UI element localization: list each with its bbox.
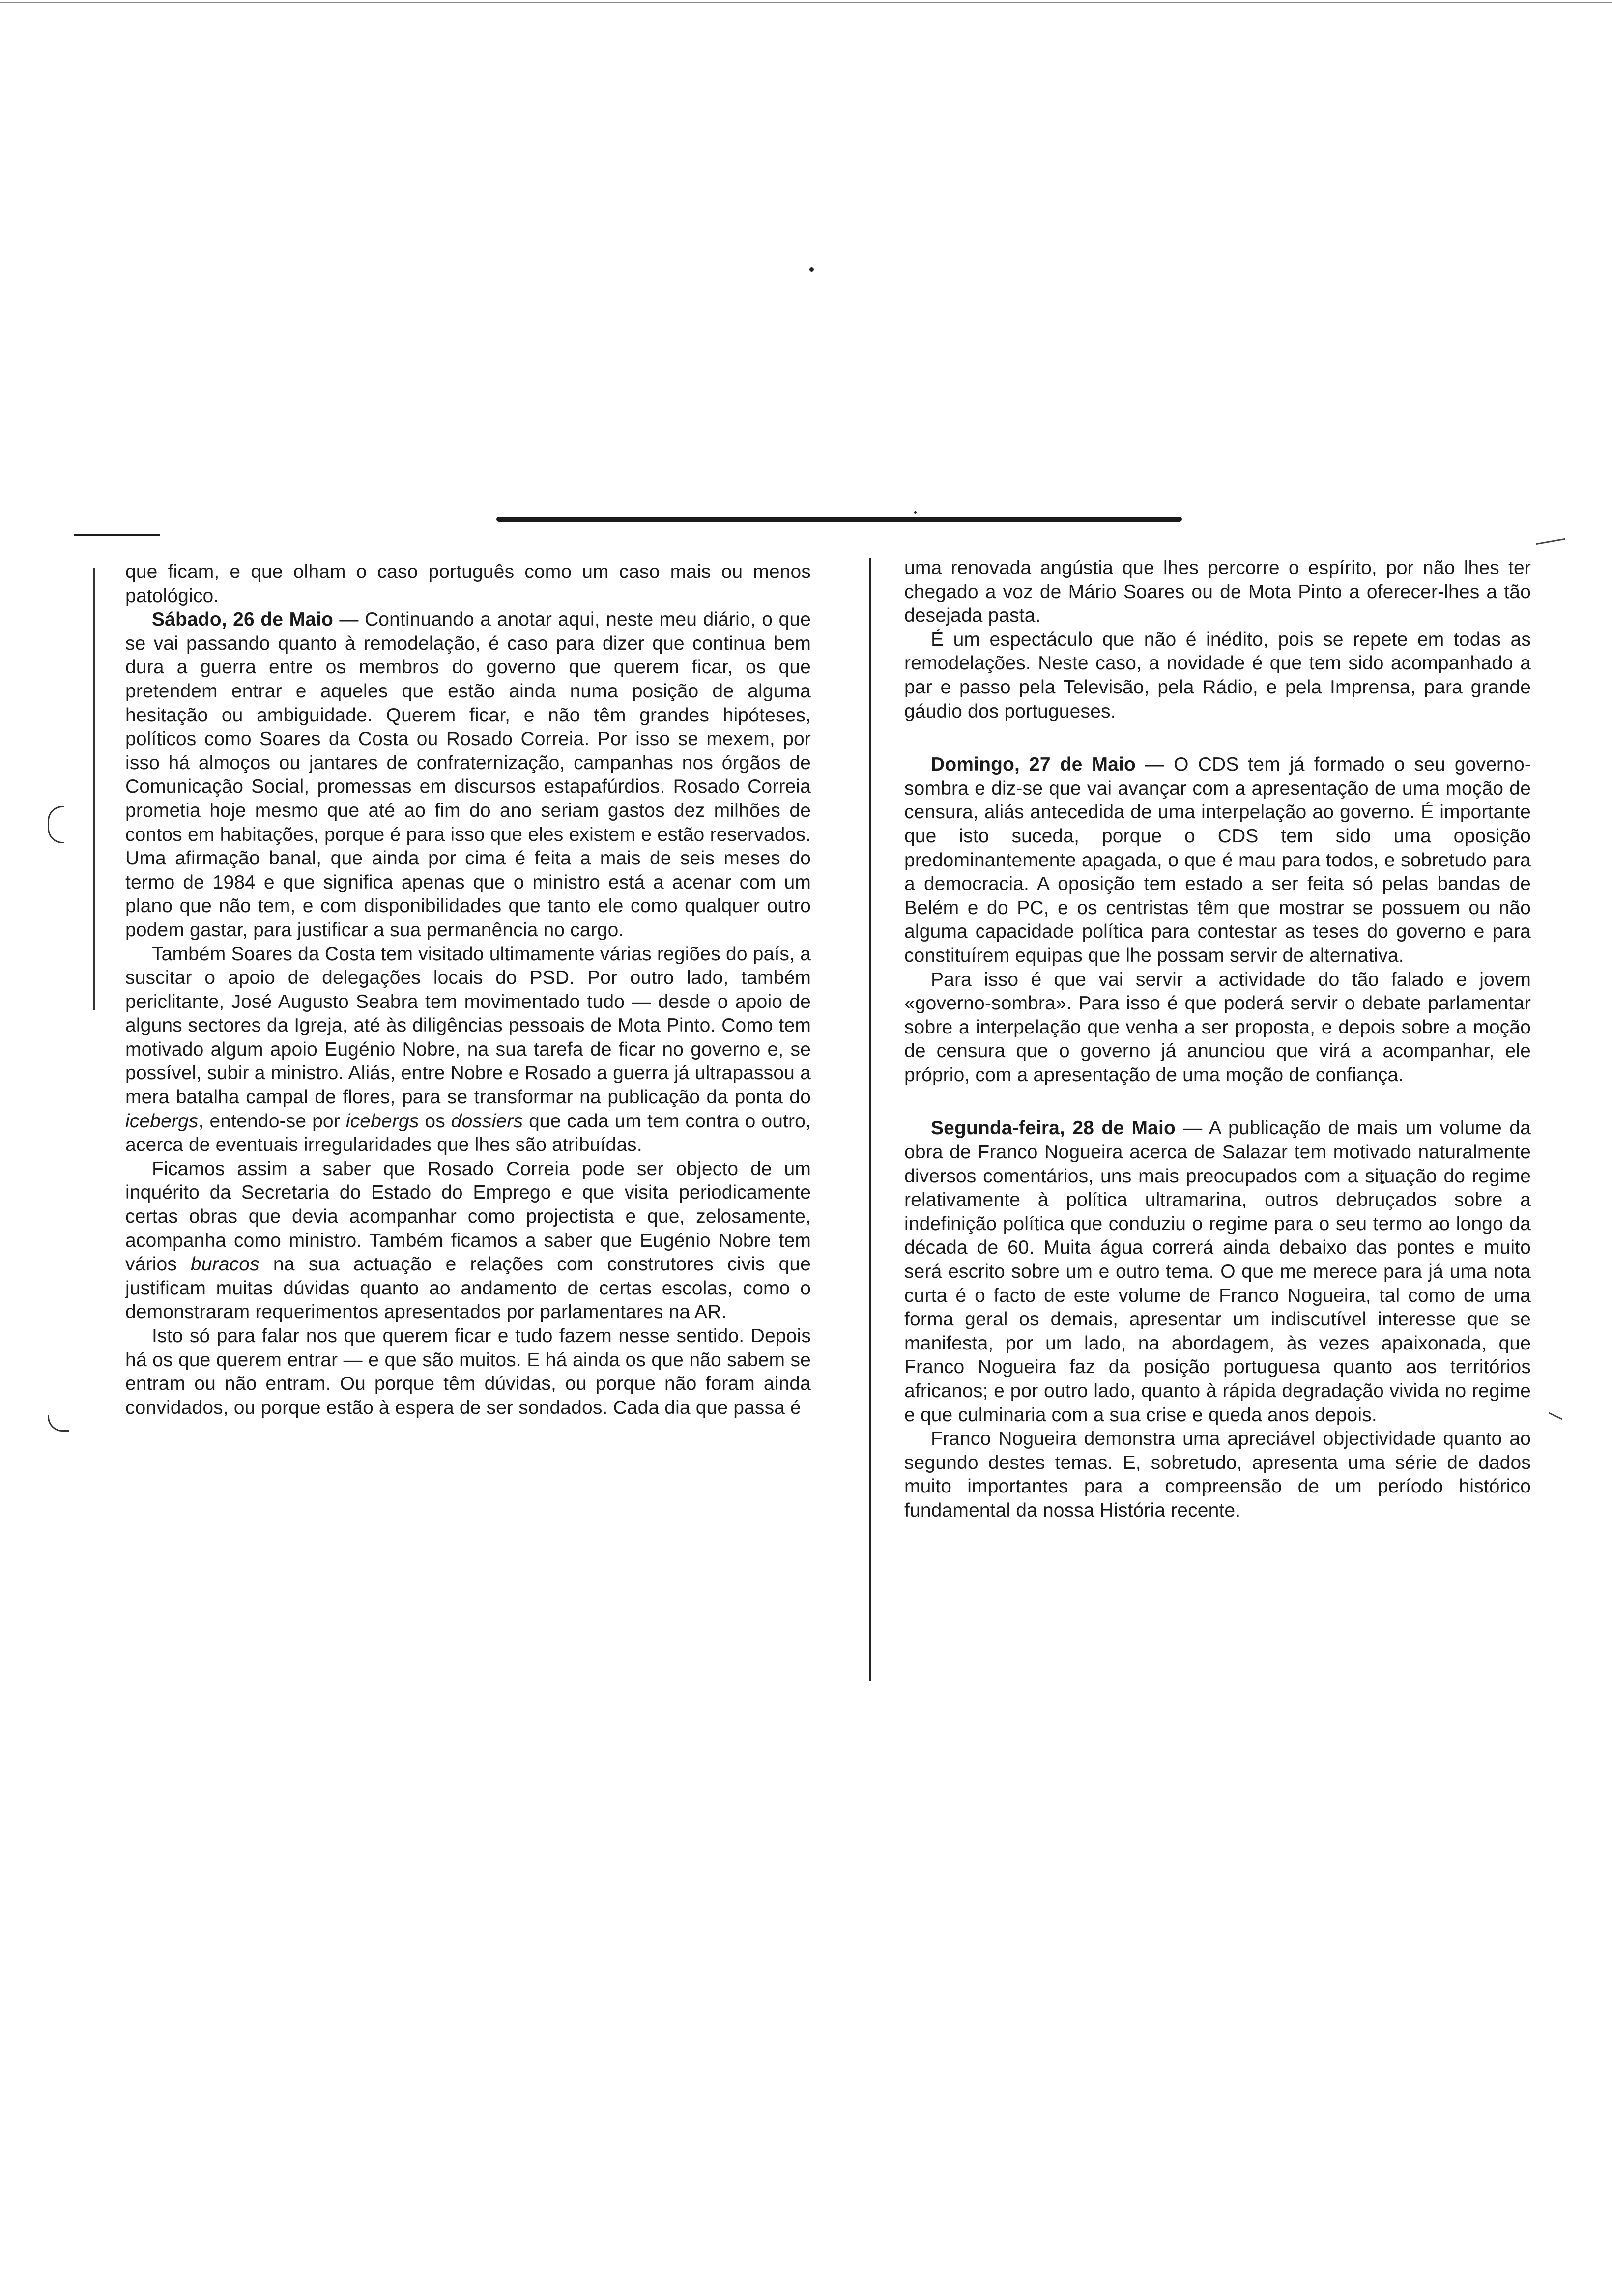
entry-text-monday: A publicação de mais um volume da obra de Franco Nogueira acerca de Salazar tem motivado naturalmente diversos comentários, uns mais preocupados com a situação do regime relativamente à política ultramarina, outros debruçados sobre a indefinição política que conduziu o regime para o seu termo ao longo da década de 60. Muita água correrá ainda debaixo das pontes e muito será escrito sobre um e outro tema. O que me merece para já uma nota curta é o facto de este volume de Franco Nogueira, tal como de uma forma geral os demais, apresentar um indiscutível interesse que se manifesta, por um lado, na abordagem, às vezes apaixonada, que Franco Nogueira faz da posição portuguesa quanto aos territórios africanos; e por outro lado, quanto à rápida degradação vivida no regime e que culminaria com a sua crise e queda anos depois. xyxy=(904,1118,1531,1426)
column-divider-left xyxy=(93,568,95,1010)
paragraph-querem-ficar: Isto só para falar nos que querem ficar e tudo fazem nesse sentido. Depois há os que querem entrar — e que são muitos. E há ainda os que não sabem se entram ou não entram. Ou porque têm dúvidas, ou porque não foram ainda convidados, ou porque estão à espera de ser sondados. Cada dia que passa é xyxy=(125,1325,811,1418)
entry-sunday xyxy=(904,753,1531,968)
entry-text-saturday: Continuando a anotar aqui, neste meu diário, o que se vai passando quanto à remodelação, é caso para dizer que continua bem dura a guerra entre os membros do governo que querem ficar, os que pretendem entrar e aqueles que estão ainda numa posição de alguma hesitação ou ambiguidade. Querem ficar, e não têm grandes hipóteses, políticos como Soares da Costa ou Rosado Correia. Por isso se mexem, por isso há almoços ou jantares de confraternização, campanhas nos órgãos de Comunicação Social, promessas em discursos estapafúrdios. Rosado Correia prometia hoje mesmo que até ao fim do ano seriam gastos dez milhões de contos em habitações, porque é para isso que eles existem e estão reservados. Uma afirmação banal, que ainda por cima é feita a mais de seis meses do termo de 1984 e que significa apenas que o ministro está a acenar com um plano que não tem, e com disponibilidades que tanto ele como qualquer outro podem gastar, para justificar a sua permanência no cargo. xyxy=(125,609,811,941)
top-center-rule xyxy=(496,517,1182,522)
entry-monday xyxy=(904,1117,1531,1427)
entry-date-sunday: Domingo, 27 de Maio xyxy=(931,754,1136,775)
paragraph-continuation: que ficam, e que olham o caso português como um caso mais ou menos patológico. xyxy=(125,561,811,606)
paragraph-franco-nogueira: Franco Nogueira demonstra uma apreciável objectividade quanto ao segundo destes temas. E, sobretudo, apresenta uma série de dados muito importantes para a compreensão de um período histórico fundamental da nossa História recente. xyxy=(904,1428,1531,1521)
ink-dot xyxy=(914,511,917,514)
article-column-left xyxy=(125,560,811,1420)
entry-dash: — xyxy=(333,609,365,631)
article-column-right xyxy=(904,556,1531,1523)
entry-text-sunday: O CDS tem já formado o seu governo-sombra e diz-se que vai avançar com a apresentação de uma moção de censura, aliás antecedida de uma interpelação ao governo. É importante que isto suceda, porque o CDS tem sido uma oposição predominantemente apagada, o que é mau para todos, e sobretudo para a democracia. A oposição tem estado a ser feita só pelas bandas de Belém e do PC, e os centristas têm que mostrar se possuem ou não alguma capacidade política para contestar as teses do governo e para constituírem equipas que lhe possam servir de alternativa. xyxy=(904,754,1531,966)
scan-smudge xyxy=(1549,1412,1562,1420)
top-left-rule xyxy=(74,534,160,536)
paragraph-continuation-right: uma renovada angústia que lhes percorre o espírito, por não lhes ter chegado a voz de Mário Soares ou de Mota Pinto a oferecer-lhes a tão desejada pasta. xyxy=(904,557,1531,627)
paragraph-soares-costa: Também Soares da Costa tem visitado ultimamente várias regiões do país, a suscitar o apoio de delegações locais do PSD. Por outro lado, também periclitante, José Augusto Seabra tem movimentado tudo — desde o apoio de alguns sectores da Igreja, até às diligências pessoais de Mota Pinto. Como tem motivado algum apoio Eugénio Nobre, na sua tarefa de ficar no governo e, se possível, subir a ministro. Aliás, entre Nobre e Rosado a guerra já ultrapassou a mera batalha campal de flores, para se transformar na publicação da ponta do icebergs, entendo-se por icebergs os dossiers que cada um tem contra o outro, acerca de eventuais irregularidades que lhes são atribuídas. xyxy=(125,943,811,1156)
entry-dash: — xyxy=(1135,754,1174,775)
margin-bracket-left-lower xyxy=(48,1415,69,1432)
entry-dash: — xyxy=(1175,1118,1209,1139)
entry-date-monday: Segunda-feira, 28 de Maio xyxy=(931,1118,1176,1139)
margin-bracket-left xyxy=(48,806,64,843)
paragraph-espectaculo: É um espectáculo que não é inédito, pois se repete em todas as remodelações. Neste caso, a novidade é que tem sido acompanhado a par e passo pela Televisão, pela Rádio, e pela Imprensa, para grande gáudio dos portugueses. xyxy=(904,629,1531,722)
scan-smudge xyxy=(1536,538,1565,545)
paragraph-rosado-correia: Ficamos assim a saber que Rosado Correia pode ser objecto de um inquérito da Secretaria do Estado do Emprego e que visita periodicamente certas obras que devia acompanhar como projectista e que, zelosamente, acompanha como ministro. Também ficamos a saber que Eugénio Nobre tem vários buracos na sua actuação e relações com construtores civis que justificam muitas dúvidas quanto ao andamento de certas escolas, como o demonstraram requerimentos apresentados por parlamentares na AR. xyxy=(125,1158,811,1323)
column-divider-middle xyxy=(869,558,871,1681)
paragraph-governo-sombra: Para isso é que vai servir a actividade do tão falado e jovem «governo-sombra». Para isso é que poderá servir o debate parlamentar sobre a interpelação que venha a ser proposta, e depois sobre a moção de censura que o governo já anunciou que virá a acompanhar, ele próprio, com a apresentação de uma moção de confiança. xyxy=(904,969,1531,1086)
top-edge-line xyxy=(0,2,1612,3)
entry-date-saturday: Sábado, 26 de Maio xyxy=(152,609,333,631)
entry-saturday xyxy=(125,608,811,942)
ink-dot xyxy=(809,267,814,272)
